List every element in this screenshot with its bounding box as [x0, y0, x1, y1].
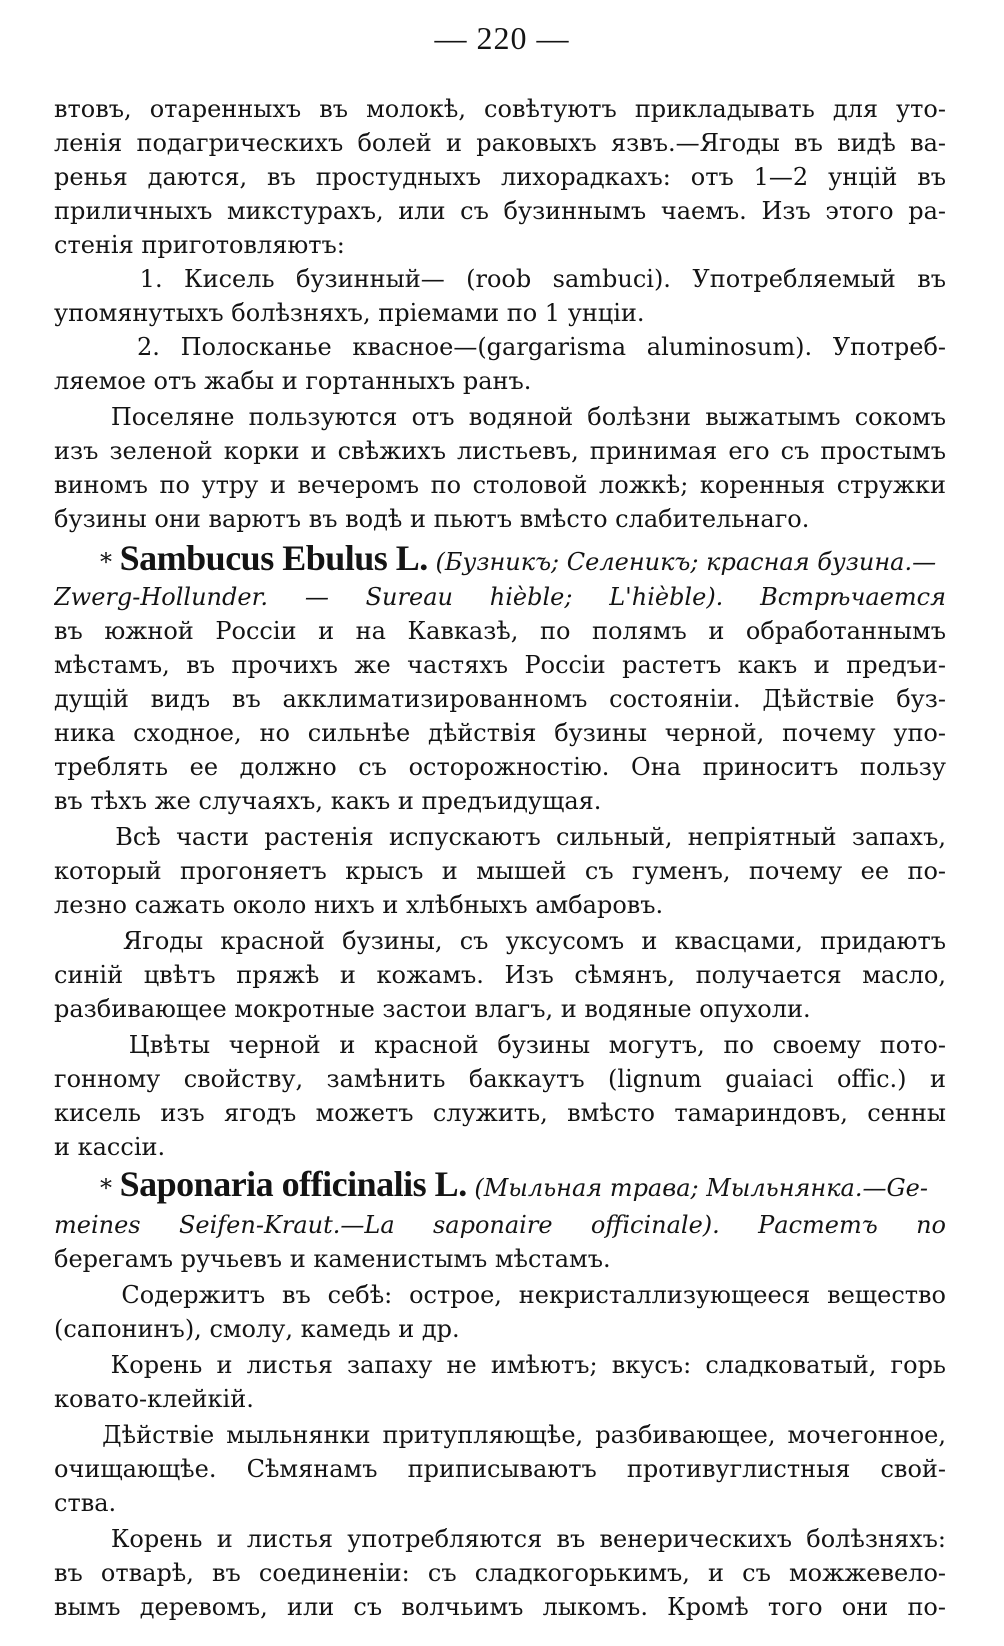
- text-line: бузины они варютъ въ водѣ и пьютъ вмѣсто слабительнаго.: [54, 505, 810, 533]
- text-line: вымъ деревомъ, или съ волчьимъ лыкомъ. Кромѣ того они по-: [54, 1593, 946, 1621]
- text-line: Цвѣты черной и красной бузины могутъ, по своему пото-: [54, 1031, 946, 1059]
- text-line: который прогоняетъ крысъ и мышей съ гуменъ, почему ее по-: [54, 857, 946, 885]
- text-line: въ отварѣ, въ соединеніи: съ сладкогорькимъ, и съ можжевело-: [54, 1559, 946, 1587]
- species-name: Sambucus Ebulus L.: [119, 538, 428, 578]
- text-line: кисель изъ ягодъ можетъ служить, вмѣсто тамариндовъ, сенны: [54, 1099, 946, 1127]
- page-number: — 220 —: [434, 20, 570, 56]
- text-line: въ тѣхъ же случаяхъ, какъ и предъидущая.: [54, 787, 602, 815]
- text-line: виномъ по утру и вечеромъ по столовой ложкѣ; коренныя стружки: [54, 471, 946, 499]
- text-line: втовъ, отаренныхъ въ молокѣ, совѣтуютъ прикладывать для уто-: [54, 95, 946, 123]
- text-line: приличныхъ микстурахъ, или съ бузиннымъ чаемъ. Изъ этого ра-: [54, 197, 946, 225]
- text-line: Zwerg-Hollunder. — Sureau hièble; L'hièble). Встрѣчается: [54, 583, 946, 611]
- text-line: 1. Кисель бузинный— (roob sambuci). Употребляемый въ: [54, 265, 946, 293]
- text-line: мѣстамъ, въ прочихъ же частяхъ Россіи растетъ какъ и предъи-: [54, 651, 946, 679]
- text-line: ляемое отъ жабы и гортанныхъ ранъ.: [54, 367, 532, 395]
- text-line: берегамъ ручьевъ и каменистымъ мѣстамъ.: [54, 1245, 611, 1273]
- text-line: meines Seifen-Kraut.—La saponaire officinale). Растетъ по: [54, 1211, 946, 1239]
- text-line: 2. Полосканье квасное—(gargarisma aluminosum). Употреб-: [54, 333, 946, 361]
- text-line: Дѣйствіе мыльнянки притупляющѣе, разбивающее, мочегонное,: [54, 1421, 946, 1449]
- text-line: въ южной Россіи и на Кавказѣ, по полямъ и обработаннымъ: [54, 617, 946, 645]
- text-line: Содержитъ въ себѣ: острое, некристаллизующееся вещество: [54, 1281, 946, 1309]
- text-line: дущій видъ въ акклиматизированномъ состояніи. Дѣйствіе буз-: [54, 685, 946, 713]
- text-line: изъ зеленой корки и свѣжихъ листьевъ, принимая его съ простымъ: [54, 437, 946, 465]
- text-line: синій цвѣтъ пряжѣ и кожамъ. Изъ сѣмянъ, получается масло,: [54, 961, 946, 989]
- entry-star: *: [100, 548, 112, 576]
- text-line: очищающѣе. Сѣмянамъ приписываютъ противуглистныя свой-: [54, 1455, 946, 1483]
- text-line: лезно сажать около нихъ и хлѣбныхъ амбаровъ.: [54, 891, 664, 919]
- species-synonyms: (Мыльная трава; Мыльнянка.—Ge-: [474, 1174, 928, 1202]
- text-line: упомянутыхъ болѣзняхъ, пріемами по 1 унціи.: [54, 299, 645, 327]
- text-line: и кассіи.: [54, 1133, 166, 1161]
- text-line: Поселяне пользуются отъ водяной болѣзни выжатымъ сокомъ: [54, 403, 946, 431]
- entry-heading-ebulus: [100, 536, 946, 580]
- text-line: ковато-клейкій.: [54, 1385, 254, 1413]
- text-line: Всѣ части растенія испускаютъ сильный, непріятный запахъ,: [54, 823, 946, 851]
- species-name: Saponaria officinalis L.: [119, 1164, 467, 1204]
- text-line: ленія подагрическихъ болей и раковыхъ язвъ.—Ягоды въ видѣ ва-: [54, 129, 946, 157]
- text-line: (сапонинъ), смолу, камедь и др.: [54, 1315, 460, 1343]
- text-line: треблять ее должно съ осторожностію. Она приноситъ пользу: [54, 753, 946, 781]
- text-line: ства.: [54, 1489, 117, 1517]
- text-line: Ягоды красной бузины, съ уксусомъ и квасцами, придаютъ: [54, 927, 946, 955]
- species-synonyms: (Бузникъ; Селеникъ; красная бузина.—: [435, 548, 937, 576]
- text-line: ренья даются, въ простудныхъ лихорадкахъ: отъ 1—2 унцій въ: [54, 163, 946, 191]
- text-line: ника сходное, но сильнѣе дѣйствія бузины черной, почему упо-: [54, 719, 946, 747]
- entry-heading-saponaria: [100, 1162, 946, 1206]
- text-line: гонному свойству, замѣнить баккаутъ (lignum guaiaci offic.) и: [54, 1065, 946, 1093]
- text-line: Корень и листья запаху не имѣютъ; вкусъ: сладковатый, горь: [54, 1351, 946, 1379]
- text-line: стенія приготовляютъ:: [54, 231, 345, 259]
- text-line: Корень и листья употребляются въ венерическихъ болѣзняхъ:: [54, 1525, 946, 1553]
- entry-star: *: [100, 1174, 112, 1202]
- text-line: разбивающее мокротные застои влагъ, и водяные опухоли.: [54, 995, 811, 1023]
